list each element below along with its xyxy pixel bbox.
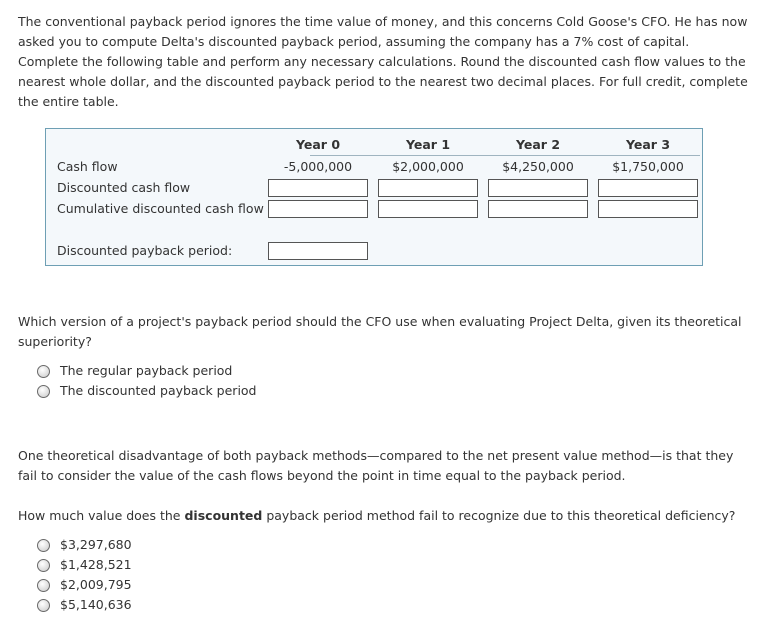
radio-icon[interactable] <box>37 539 50 552</box>
radio-icon[interactable] <box>37 559 50 572</box>
radio-icon[interactable] <box>37 579 50 592</box>
option-label: The regular payback period <box>60 363 233 378</box>
cash-flow-year-2: $4,250,000 <box>502 159 574 174</box>
cumulative-cash-flow-year-1-input[interactable] <box>378 200 478 218</box>
discounted-cash-flow-label: Discounted cash flow <box>57 180 191 195</box>
cash-flow-year-1: $2,000,000 <box>392 159 464 174</box>
question-1-text: Which version of a project's payback period should the CFO use when evaluating Project Delta, given its theoretical superiority? <box>18 314 742 349</box>
discounted-payback-period-label: Discounted payback period: <box>57 243 233 258</box>
discounted-cash-flow-year-0-input[interactable] <box>268 179 368 197</box>
cash-flow-label: Cash flow <box>57 159 118 174</box>
question-2-emphasis: discounted <box>184 508 263 523</box>
cash-flow-year-0: -5,000,000 <box>283 159 353 174</box>
cash-flow-table <box>45 128 703 266</box>
question-2-context: One theoretical disadvantage of both payback methods—compared to the net present value method—is that they fail to consider the value of the cash flows beyond the point in time equal to the payback period. <box>18 448 734 483</box>
option-label: $5,140,636 <box>60 597 132 612</box>
question-1-options <box>37 361 257 401</box>
option-label: The discounted payback period <box>60 383 257 398</box>
question-2-text <box>18 506 748 526</box>
header-year-1: Year 1 <box>405 137 451 152</box>
question-2-option[interactable] <box>37 575 132 595</box>
option-label: $3,297,680 <box>60 537 132 552</box>
question-1-option[interactable] <box>37 381 257 401</box>
discounted-payback-period-input[interactable] <box>268 242 368 260</box>
question-2-option[interactable] <box>37 555 132 575</box>
option-label: $2,009,795 <box>60 577 132 592</box>
discounted-cash-flow-year-3-input[interactable] <box>598 179 698 197</box>
radio-icon[interactable] <box>37 385 50 398</box>
header-year-3: Year 3 <box>625 137 671 152</box>
question-2-suffix: payback period method fail to recognize due to this theoretical deficiency? <box>262 508 736 523</box>
question-2-option[interactable] <box>37 595 132 615</box>
radio-icon[interactable] <box>37 599 50 612</box>
intro-paragraph: The conventional payback period ignores the time value of money, and this concerns Cold Goose's CFO. He has now asked you to compute Delta's discounted payback period, assuming the company has a 7% cost of capital. Complete the following table and perform any necessary calculations. Round the discounted cash flow values to the nearest whole dollar, and the discounted payback period to the nearest two decimal places. For full credit, complete the entire table. <box>18 14 748 109</box>
header-year-0: Year 0 <box>295 137 341 152</box>
question-2-options <box>37 535 132 615</box>
header-year-2: Year 2 <box>515 137 561 152</box>
option-label: $1,428,521 <box>60 557 132 572</box>
cumulative-discounted-cash-flow-label: Cumulative discounted cash flow <box>57 201 264 216</box>
cumulative-cash-flow-year-3-input[interactable] <box>598 200 698 218</box>
question-2-option[interactable] <box>37 535 132 555</box>
radio-icon[interactable] <box>37 365 50 378</box>
cash-flow-year-3: $1,750,000 <box>612 159 684 174</box>
cumulative-cash-flow-year-0-input[interactable] <box>268 200 368 218</box>
question-2-prefix: How much value does the <box>18 508 185 523</box>
header-divider <box>310 155 700 156</box>
cumulative-cash-flow-year-2-input[interactable] <box>488 200 588 218</box>
discounted-cash-flow-year-1-input[interactable] <box>378 179 478 197</box>
question-1-option[interactable] <box>37 361 257 381</box>
discounted-cash-flow-year-2-input[interactable] <box>488 179 588 197</box>
